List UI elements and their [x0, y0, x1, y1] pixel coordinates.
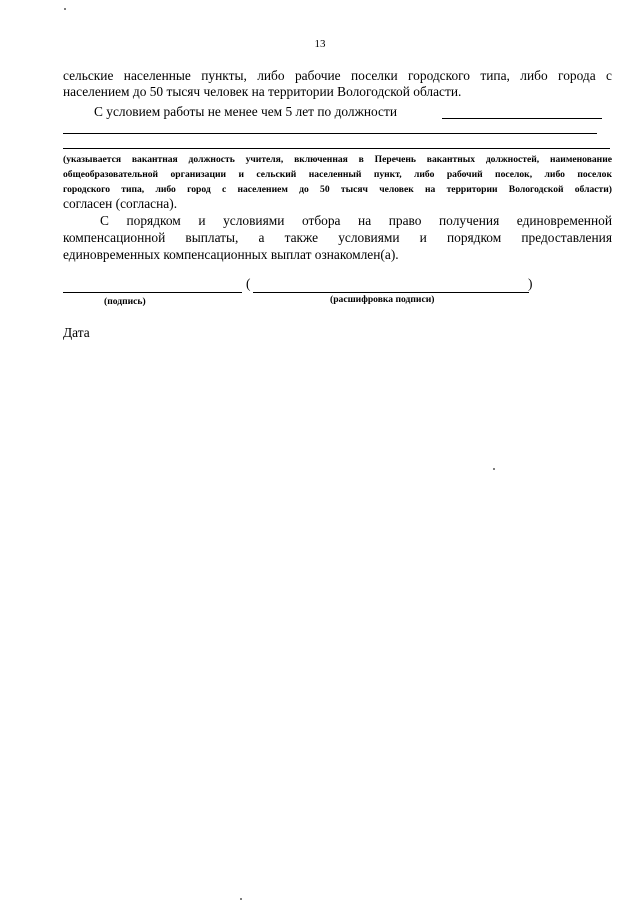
page-number: 13	[314, 38, 326, 50]
note-line-2: общеобразовательной организации и сельский населенный пункт, либо рабочий поселок, либо поселок	[63, 169, 612, 180]
decoding-close-paren: )	[528, 276, 533, 291]
paragraph-1-line-1: сельские населенные пункты, либо рабочие поселки городского типа, либо города с	[63, 68, 612, 83]
position-blank-line-2	[63, 133, 597, 134]
paragraph-2-line-3: единовременных компенсационных выплат ознакомлен(а).	[63, 247, 399, 262]
scan-speck	[64, 8, 66, 10]
position-blank-line-3	[63, 148, 610, 149]
note-line-1: (указывается вакантная должность учителя, включенная в Перечень вакантных должностей, наименование	[63, 154, 612, 165]
paragraph-1-line-2: населением до 50 тысяч человек на территории Вологодской области.	[63, 84, 462, 99]
paragraph-2-line-1: С порядком и условиями отбора на право получения единовременной	[100, 213, 612, 228]
note-line-3: городского типа, либо город с населением до 50 тысяч человек на территории Вологодской области)	[63, 184, 612, 195]
scan-speck	[493, 468, 495, 470]
decoding-line	[253, 292, 529, 293]
agreement-text: согласен (согласна).	[63, 196, 178, 211]
signature-line	[63, 292, 242, 293]
date-label: Дата	[63, 325, 90, 340]
condition-label: С условием работы не менее чем 5 лет по должности	[94, 104, 397, 119]
decoding-caption: (расшифровка подписи)	[330, 294, 435, 305]
position-blank-line	[442, 118, 602, 119]
decoding-open-paren: (	[246, 276, 251, 291]
signature-caption: (подпись)	[104, 296, 146, 307]
paragraph-2-line-2: компенсационной выплаты, а также условиями и порядком предоставления	[63, 230, 612, 245]
scan-speck	[240, 898, 242, 900]
